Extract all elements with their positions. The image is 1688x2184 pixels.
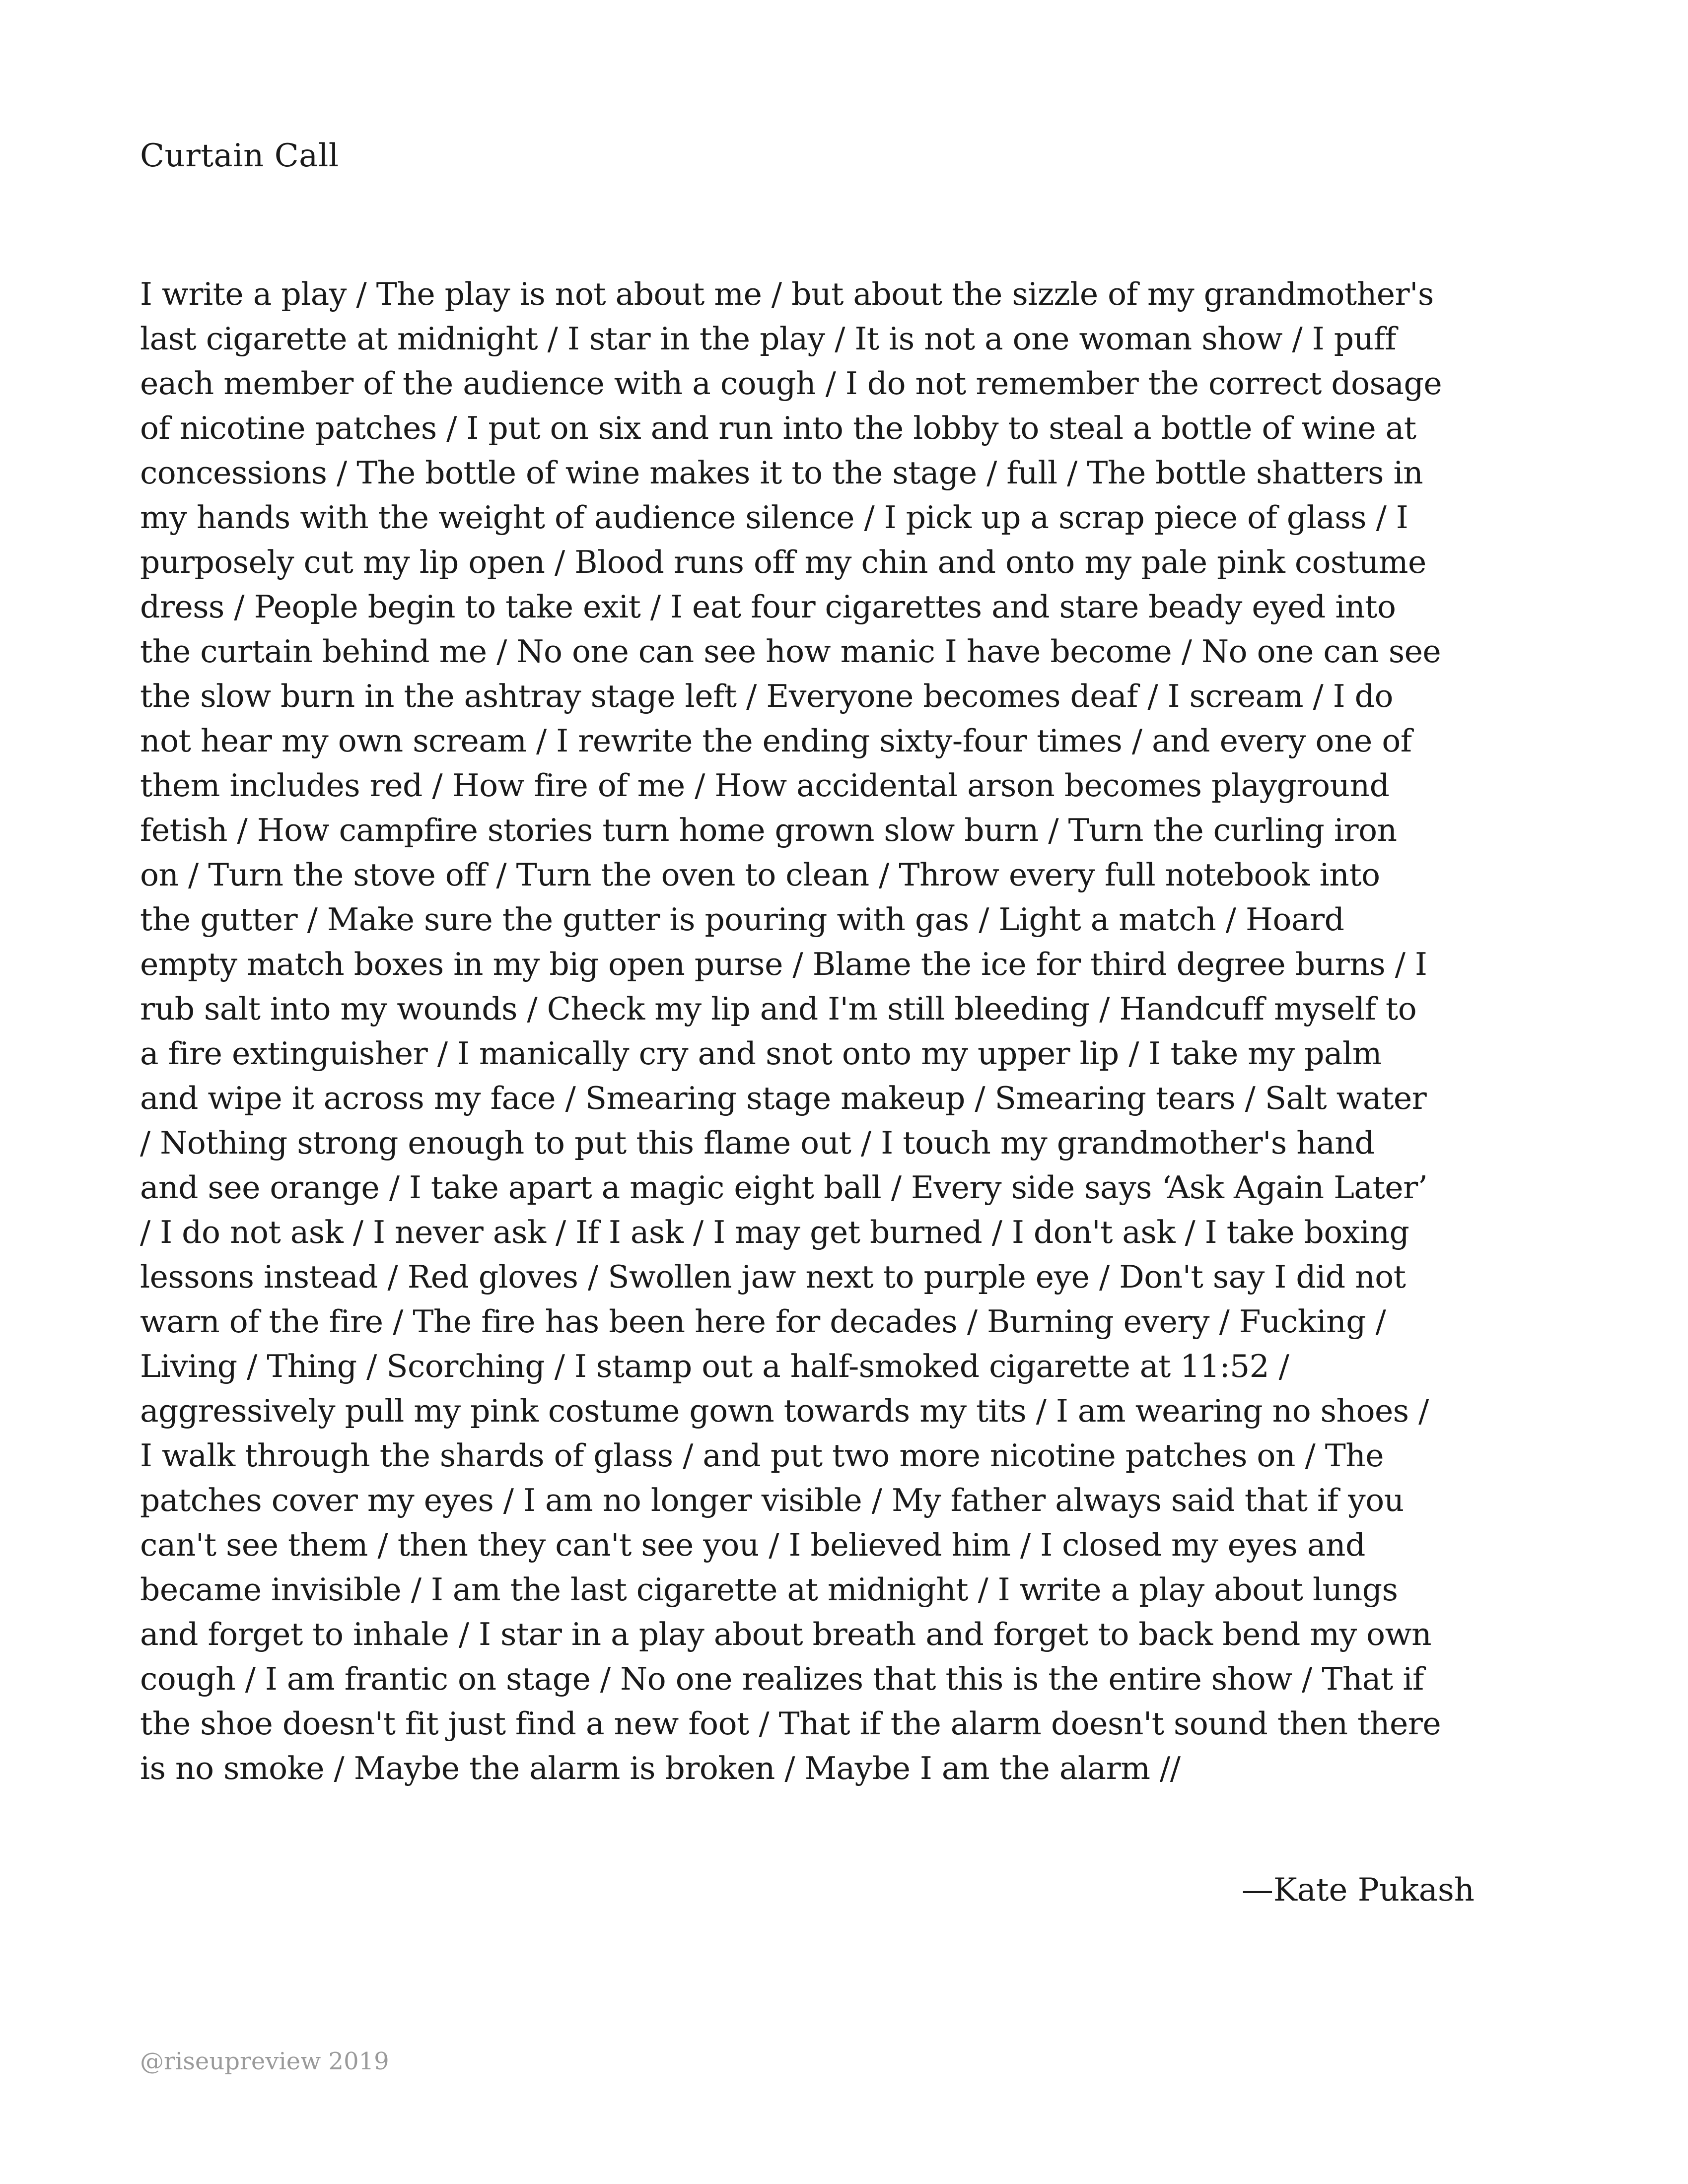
poem-line: the shoe doesn't fit just find a new foot / That if the alarm doesn't sound then there <box>140 1706 1441 1742</box>
poem-line: rub salt into my wounds / Check my lip and I'm still bleeding / Handcuff myself to <box>140 991 1417 1027</box>
poem-body <box>140 272 1560 1791</box>
poem-line: / Nothing strong enough to put this flame out / I touch my grandmother's hand <box>140 1125 1375 1161</box>
poem-line: not hear my own scream / I rewrite the ending sixty-four times / and every one of <box>140 723 1412 759</box>
poem-line: warn of the fire / The fire has been here for decades / Burning every / Fucking / <box>140 1303 1386 1340</box>
poem-line: lessons instead / Red gloves / Swollen jaw next to purple eye / Don't say I did not <box>140 1259 1406 1295</box>
poem-line: Living / Thing / Scorching / I stamp out a half-smoked cigarette at 11:52 / <box>140 1348 1289 1384</box>
poem-line: I walk through the shards of glass / and put two more nicotine patches on / The <box>140 1437 1384 1474</box>
poem-line: and forget to inhale / I star in a play about breath and forget to back bend my own <box>140 1616 1432 1652</box>
poem-line: dress / People begin to take exit / I eat four cigarettes and stare beady eyed into <box>140 589 1396 625</box>
poem-line: the curtain behind me / No one can see how manic I have become / No one can see <box>140 633 1441 670</box>
poem-line: empty match boxes in my big open purse / Blame the ice for third degree burns / I <box>140 946 1427 982</box>
poem-line: on / Turn the stove off / Turn the oven to clean / Throw every full notebook into <box>140 857 1380 893</box>
poem-line: fetish / How campfire stories turn home grown slow burn / Turn the curling iron <box>140 812 1397 848</box>
poem-line: the slow burn in the ashtray stage left / Everyone becomes deaf / I scream / I do <box>140 678 1393 714</box>
poem-line: can't see them / then they can't see you / I believed him / I closed my eyes and <box>140 1527 1365 1563</box>
poem-line: a fire extinguisher / I manically cry and snot onto my upper lip / I take my palm <box>140 1035 1382 1072</box>
poem-line: my hands with the weight of audience silence / I pick up a scrap piece of glass / I <box>140 499 1408 536</box>
poem-line: them includes red / How fire of me / How accidental arson becomes playground <box>140 767 1390 804</box>
poem-line: the gutter / Make sure the gutter is pouring with gas / Light a match / Hoard <box>140 901 1344 938</box>
poem-line: purposely cut my lip open / Blood runs off my chin and onto my pale pink costume <box>140 544 1426 580</box>
copyright-footer: @riseupreview 2019 <box>140 2048 389 2075</box>
author-signature: —Kate Pukash <box>1241 1872 1475 1909</box>
poem-line: aggressively pull my pink costume gown towards my tits / I am wearing no shoes / <box>140 1393 1429 1429</box>
poem-line: of nicotine patches / I put on six and run into the lobby to steal a bottle of wine at <box>140 410 1416 446</box>
poem-line: and wipe it across my face / Smearing stage makeup / Smearing tears / Salt water <box>140 1080 1427 1116</box>
poem-line: last cigarette at midnight / I star in the play / It is not a one woman show / I puff <box>140 321 1397 357</box>
poem-title: Curtain Call <box>140 137 339 174</box>
poem-line: / I do not ask / I never ask / If I ask / I may get burned / I don't ask / I take boxing <box>140 1214 1409 1250</box>
poem-line: became invisible / I am the last cigarette at midnight / I write a play about lungs <box>140 1571 1398 1608</box>
poem-line: is no smoke / Maybe the alarm is broken / Maybe I am the alarm // <box>140 1750 1181 1786</box>
poem-line: each member of the audience with a cough / I do not remember the correct dosage <box>140 365 1442 402</box>
poem-line: cough / I am frantic on stage / No one realizes that this is the entire show / That if <box>140 1661 1424 1697</box>
poem-line: and see orange / I take apart a magic eight ball / Every side says ‘Ask Again Later’ <box>140 1169 1428 1206</box>
poem-line: I write a play / The play is not about me / but about the sizzle of my grandmother's <box>140 276 1434 312</box>
poem-line: patches cover my eyes / I am no longer visible / My father always said that if you <box>140 1482 1404 1518</box>
poem-line: concessions / The bottle of wine makes it to the stage / full / The bottle shatters in <box>140 455 1423 491</box>
